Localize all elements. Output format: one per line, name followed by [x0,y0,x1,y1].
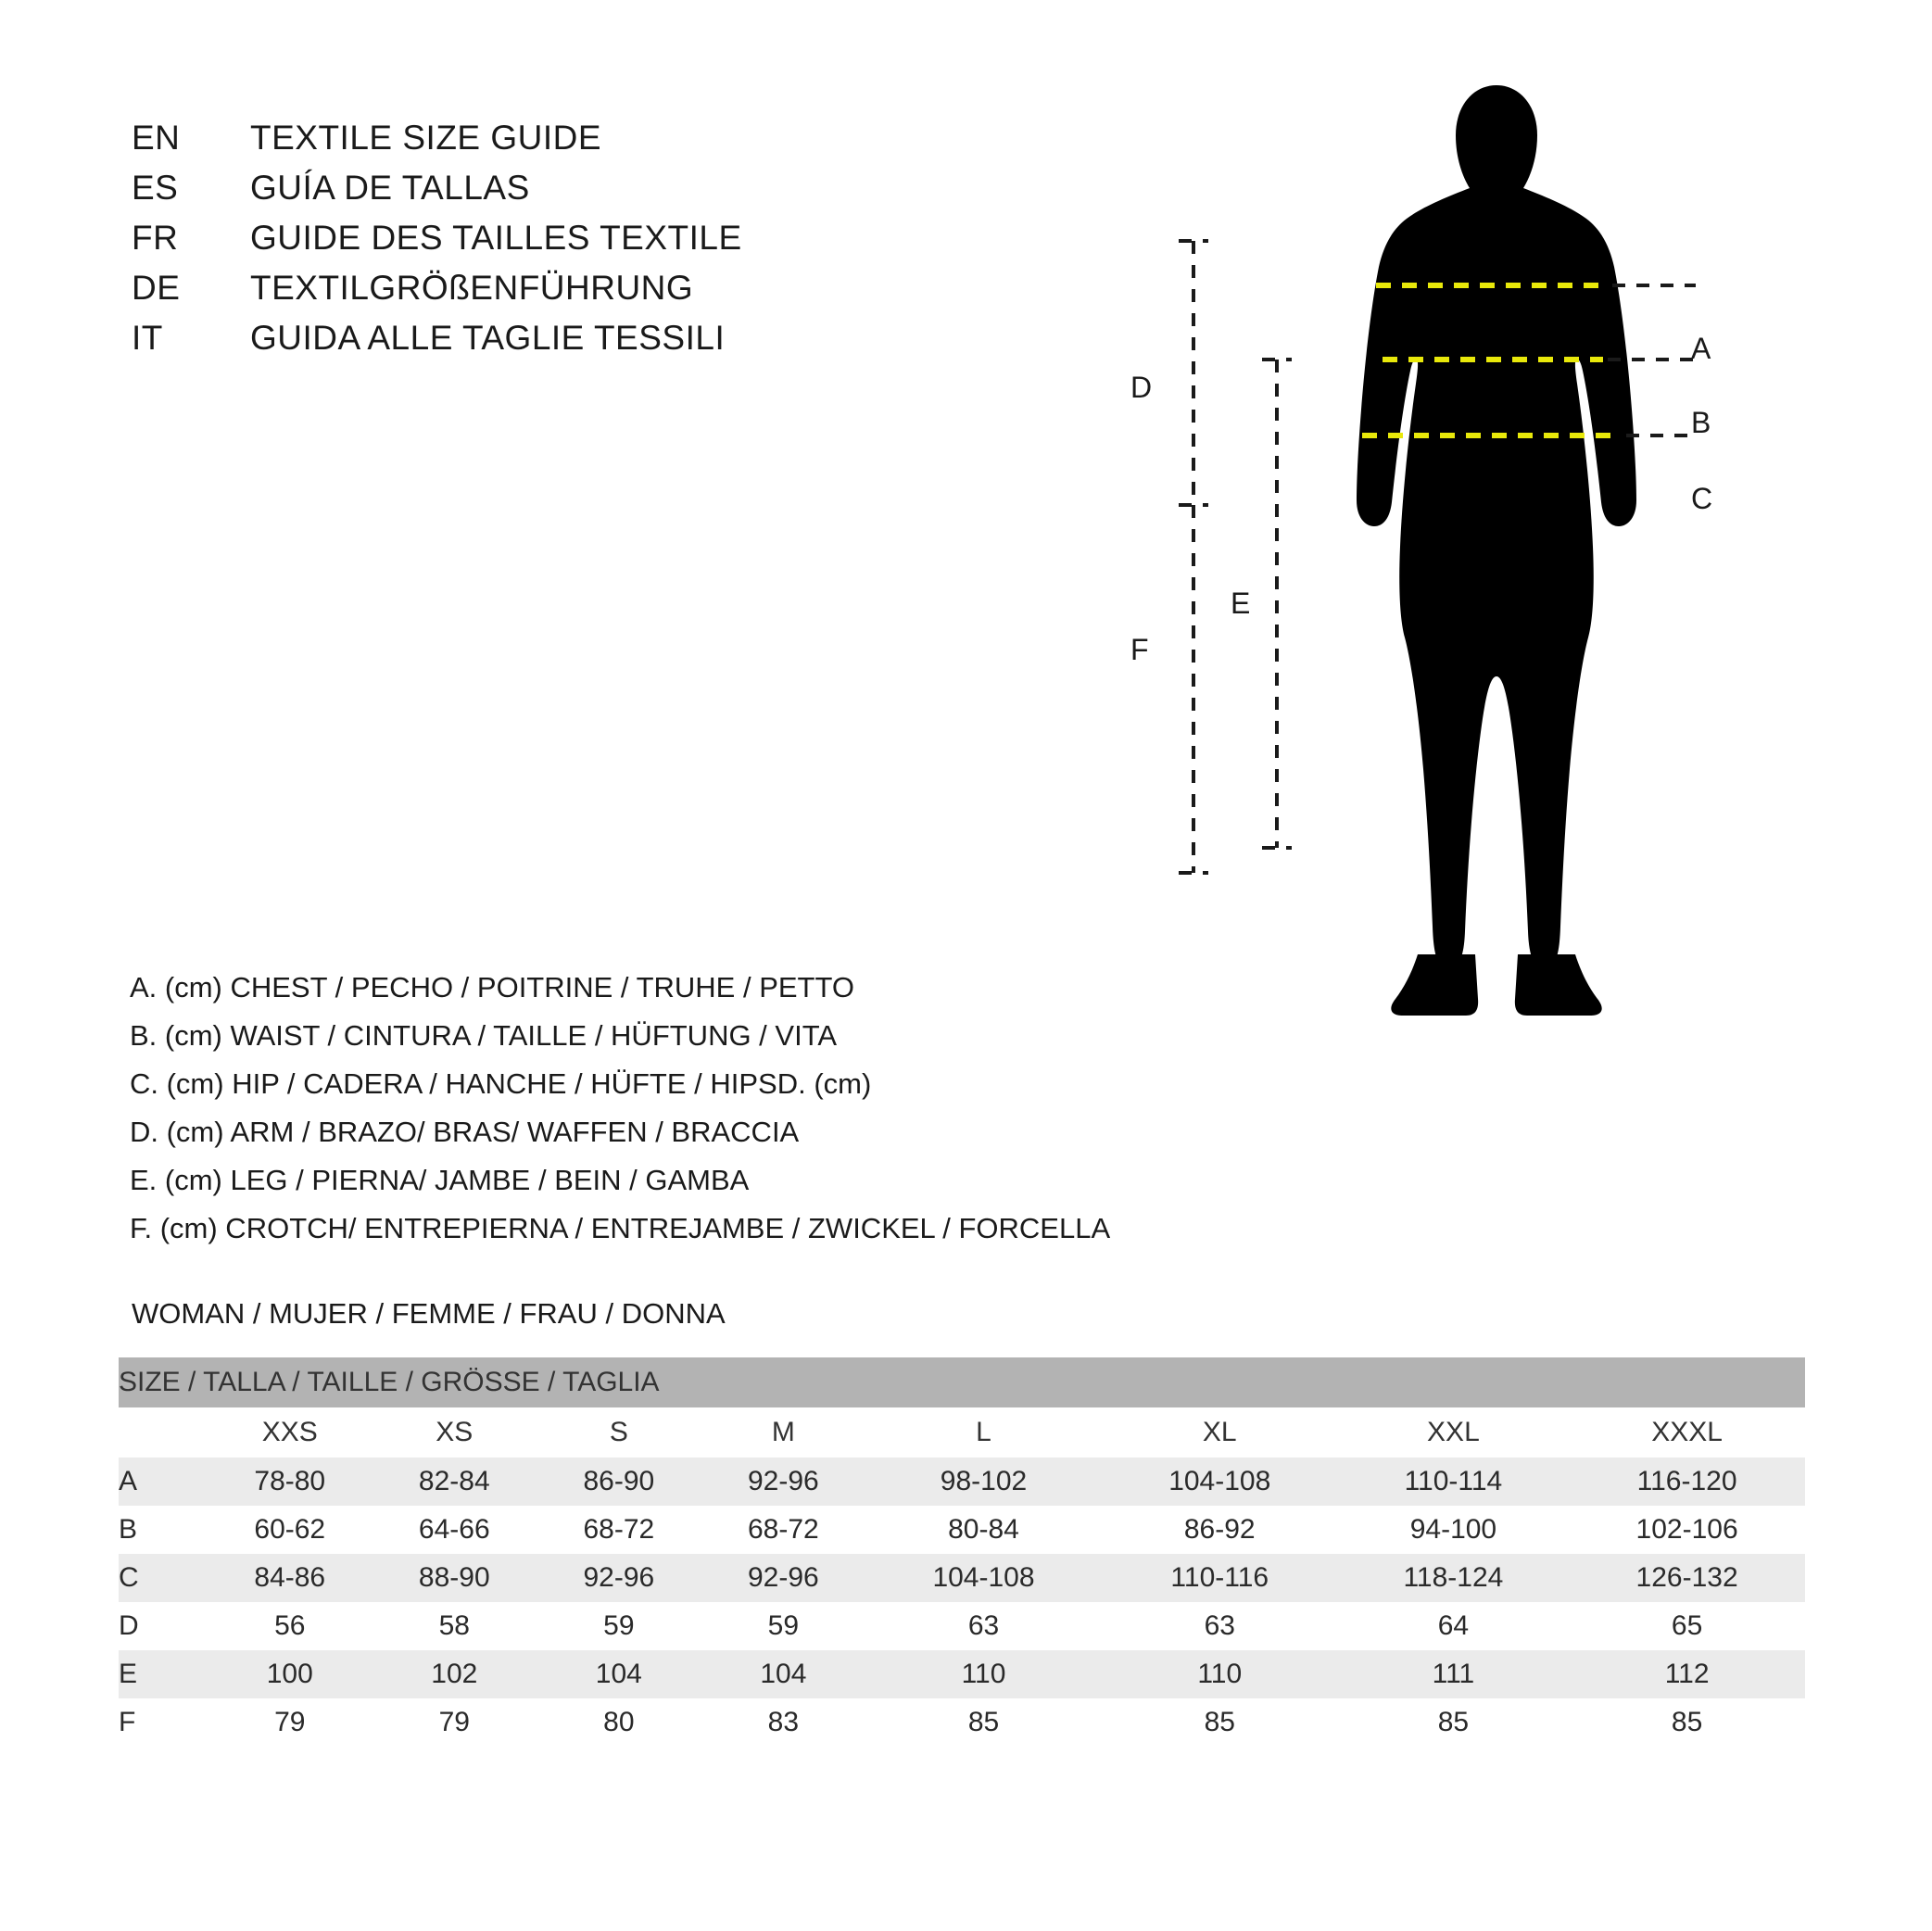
bracket-e [1262,360,1292,848]
cell-a-s: 86-90 [537,1458,701,1506]
female-silhouette-icon [1357,85,1636,1016]
table-title-row [119,1357,1805,1407]
table-header-xxs: XXS [208,1407,373,1458]
table-header-s: S [537,1407,701,1458]
row-label-a: A [119,1458,208,1506]
title-text-de: TEXTILGRÖßENFÜHRUNG [250,269,694,307]
legend-item-b: B. (cm) WAIST / CINTURA / TAILLE / HÜFTUNG / VITA [130,1019,838,1052]
table-row [119,1650,1805,1698]
title-row-es [132,169,966,219]
cell-d-s: 59 [603,1610,635,1641]
bracket-f [1179,505,1208,873]
figure-svg [1140,65,1844,1177]
cell-a-m: 92-96 [701,1458,866,1506]
cell-b-xxs: 60-62 [254,1514,326,1545]
bracket-d [1179,241,1208,505]
row-label-c: C [119,1554,208,1602]
cell-e-xl: 110 [1102,1650,1338,1698]
cell-e-xxl: 111 [1338,1650,1570,1698]
cell-d-l: 63 [967,1610,1000,1641]
language-title-block [132,119,966,369]
cell-d-m: 59 [767,1610,800,1641]
size-table [119,1357,1805,1747]
cell-c-xxxl: 126-132 [1569,1554,1805,1602]
cell-f-l: 85 [967,1707,1000,1737]
table-row [119,1458,1805,1506]
cell-a-xxl: 110-114 [1338,1458,1570,1506]
cell-b-xxl: 94-100 [1409,1514,1497,1545]
cell-d-xxl: 64 [1437,1610,1470,1641]
table-header-xxxl: XXXL [1569,1407,1805,1458]
row-label-d: D [119,1610,139,1641]
table-header-corner [119,1407,208,1458]
table-row [119,1506,1805,1554]
cell-d-xl: 63 [1204,1610,1235,1641]
legend-item-c: C. (cm) HIP / CADERA / HANCHE / HÜFTE / HIPSD. (cm) [130,1067,872,1100]
title-text-en: TEXTILE SIZE GUIDE [250,119,602,157]
table-row [119,1602,1805,1650]
cell-e-m: 104 [701,1650,866,1698]
body-measurement-figure [1130,65,1844,1177]
cell-b-s: 68-72 [583,1514,655,1545]
table-header-xxl: XXL [1338,1407,1570,1458]
legend-item-e: E. (cm) LEG / PIERNA/ JAMBE / BEIN / GAMBA [130,1164,750,1196]
table-header-m: M [701,1407,866,1458]
table-row [119,1698,1805,1747]
gender-label: WOMAN / MUJER / FEMME / FRAU / DONNA [132,1297,726,1330]
title-row-fr [132,219,966,269]
cell-c-xxl: 118-124 [1338,1554,1570,1602]
row-label-e: E [119,1650,208,1698]
cell-e-l: 110 [865,1650,1102,1698]
bracket-label-d: D [1130,371,1153,404]
title-text-fr: GUIDE DES TAILLES TEXTILE [250,219,742,257]
table-header-xl: XL [1102,1407,1338,1458]
bracket-label-f: F [1130,633,1149,666]
cell-f-xxl: 85 [1437,1707,1470,1737]
language-code-en: EN [132,119,181,157]
cell-f-xs: 79 [438,1707,470,1737]
cell-d-xxs: 56 [274,1610,306,1641]
cell-e-xxs: 100 [208,1650,373,1698]
bracket-label-e: E [1231,587,1251,620]
cell-c-m: 92-96 [701,1554,866,1602]
cell-b-xs: 64-66 [418,1514,490,1545]
cell-c-l: 104-108 [865,1554,1102,1602]
cell-a-xs: 82-84 [373,1458,537,1506]
cell-d-xxxl: 65 [1671,1610,1703,1641]
cell-b-xl: 86-92 [1183,1514,1256,1545]
cell-a-l: 98-102 [865,1458,1102,1506]
cell-f-xl: 85 [1204,1707,1235,1737]
callout-label-c: C [1691,482,1713,515]
cell-f-xxs: 79 [274,1707,306,1737]
cell-c-s: 92-96 [537,1554,701,1602]
title-text-es: GUÍA DE TALLAS [250,169,530,207]
cell-c-xs: 88-90 [373,1554,537,1602]
title-row-it [132,319,966,369]
callout-label-b: B [1691,406,1711,439]
legend-item-a: A. (cm) CHEST / PECHO / POITRINE / TRUHE / PETTO [130,971,854,1003]
callout-label-a: A [1691,332,1711,365]
language-code-de: DE [132,269,181,307]
table-header-xs: XS [373,1407,537,1458]
cell-b-m: 68-72 [747,1514,819,1545]
language-code-es: ES [132,169,179,207]
cell-f-m: 83 [767,1707,800,1737]
cell-a-xxxl: 116-120 [1569,1458,1805,1506]
cell-c-xl: 110-116 [1102,1554,1338,1602]
table-row [119,1554,1805,1602]
row-label-b: B [119,1514,138,1545]
legend-item-d: D. (cm) ARM / BRAZO/ BRAS/ WAFFEN / BRACCIA [130,1116,800,1148]
title-row-en [132,119,966,169]
table-title: SIZE / TALLA / TAILLE / GRÖSSE / TAGLIA [119,1357,1805,1407]
title-row-de [132,269,966,319]
measurement-legend [130,964,1242,1253]
table-header-l: L [865,1407,1102,1458]
cell-d-xs: 58 [438,1610,470,1641]
cell-e-s: 104 [537,1650,701,1698]
cell-b-xxxl: 102-106 [1635,1514,1738,1545]
legend-item-f: F. (cm) CROTCH/ ENTREPIERNA / ENTREJAMBE / ZWICKEL / FORCELLA [130,1212,1111,1244]
cell-b-l: 80-84 [948,1514,1019,1545]
cell-c-xxs: 84-86 [208,1554,373,1602]
cell-f-s: 80 [603,1707,635,1737]
language-code-fr: FR [132,219,179,257]
row-label-f: F [119,1707,136,1737]
cell-e-xs: 102 [373,1650,537,1698]
cell-e-xxxl: 112 [1569,1650,1805,1698]
cell-a-xl: 104-108 [1102,1458,1338,1506]
table-header-row [119,1407,1805,1458]
cell-f-xxxl: 85 [1671,1707,1703,1737]
cell-a-xxs: 78-80 [208,1458,373,1506]
language-code-it: IT [132,319,163,357]
title-text-it: GUIDA ALLE TAGLIE TESSILI [250,319,726,357]
